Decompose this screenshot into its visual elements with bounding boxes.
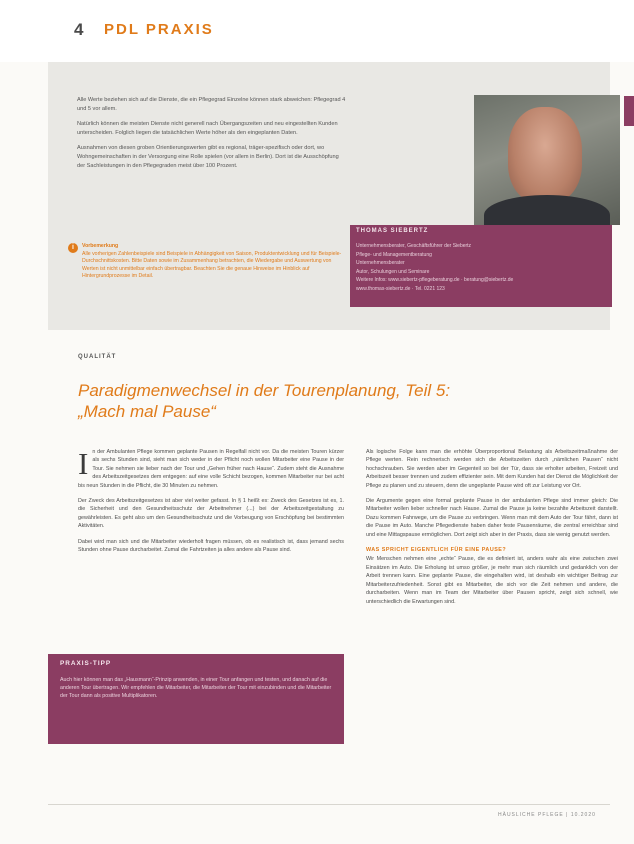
bio-line: www.thomas-siebertz.de · Tel. 0221 123 bbox=[356, 285, 445, 292]
intro-paragraph: Ausnahmen von diesen groben Orientierungswerten gibt es regional, träger-spezifisch oder dort, wo Wohngemeinschaften in der Versorgung eine Rolle spielen (vor allem in Berlin). Dort ist die Ausschöpfung der Sachleistungen in den Pflegegraden meist über 100 Prozent. bbox=[77, 145, 339, 169]
bio-line: Unternehmensberater bbox=[356, 260, 405, 267]
praxis-tip-text: Auch hier können man das „Hausmann“-Prinzip anwenden, in einer Tour anfangen und testen, und danach auf die anderen Tour übertragen. Wir empfehlen die Mitarbeiter, die Mitarbeiter der Tour mit einzubinden und die Mitarbeiter der Tour dann als positive Multiplikatoren. bbox=[60, 677, 332, 700]
article-column-right bbox=[366, 448, 618, 613]
info-icon: i bbox=[68, 243, 78, 253]
page-header bbox=[0, 0, 634, 62]
bio-line: Pflege- und Managementberatung bbox=[356, 251, 432, 258]
intro-paragraph: Natürlich können die meisten Dienste nicht generell nach Übergangszeiten und neu eingestellten Kunden unterscheiden. Folglich liegen die tatsächlichen Werte höher als den eingeplanten Daten. bbox=[77, 121, 338, 136]
headline-line-1: Paradigmenwechsel in der Tourenplanung, Teil 5: bbox=[78, 381, 451, 400]
intro-paragraph: Alle Werte beziehen sich auf die Dienste, die ein Pflegegrad Einzelne können stark abweichen: Pflegegrad 4 und 5 vor allem. bbox=[77, 97, 346, 112]
footer-publication: HÄUSLICHE PFLEGE | 10.2020 bbox=[498, 812, 596, 818]
bio-line: Weitere Infos: www.siebertz-pflegeberatung.de · beratung@siebertz.de bbox=[356, 277, 514, 284]
author-photo bbox=[474, 95, 620, 225]
section-title: PDL PRAXIS bbox=[104, 21, 214, 38]
intro-text bbox=[77, 96, 347, 177]
author-bio bbox=[356, 242, 606, 294]
bio-line: Unternehmensberater, Geschäftsführer der Siebertz bbox=[356, 243, 472, 249]
page-number: 4 bbox=[74, 20, 84, 39]
praxis-tip-title: PRAXIS-TIPP bbox=[60, 660, 112, 667]
intro-tip-text bbox=[82, 243, 348, 281]
author-face bbox=[508, 107, 582, 203]
article-paragraph: Wir Menschen nehmen eine „echte“ Pause, die es definiert ist, anders wahr als eine zwischen zwei Einsätzen im Auto. Die Erholung ist umso größer, je mehr man sich räumlich und gedanklich von der Arbeit trennen kann. Eine geplante Pause, die eingehalten wird, ist deshalb ein wichtiger Beitrag zur Mitarbeiterzufriedenheit. Sonst gibt es Mitarbeiter, die sich vor die Zeit nehmen und andere, die durcharbeiten. Wenn man im Team der Mitarbeiter über Pausen spricht, zeigt sich schnell, wie unterschiedlich die Erwartungen sind. bbox=[366, 556, 618, 605]
page-edge-tab bbox=[624, 96, 634, 126]
article-paragraph: In der Ambulanten Pflege kommen geplante Pausen in Regelfall nicht vor. Da die meisten Touren kürzer als sechs Stunden sind, sieht man sich weder in der Pflicht noch wollen Mitarbeiter eine Pause in der Tour. Sie nehmen sie lieber nach der Tour und „Gehen früher nach Hause“. Zudem steht die Ausnahme des Arbeitszeitgesetzes dem entgegen: auf eine volle Schicht bezogen, kommen Mitarbeiter nur bei acht bis neun Stunden in die Pflicht, die 30 Minuten zu nehmen. bbox=[78, 446, 344, 489]
article-paragraph: Als logische Folge kann man die erhöhte Überproportional Belastung als Arbeitszeitmaßnahme der Pflege werten. Rein rechnerisch werden sich die Arbeitszeiten durch „nämlichen Pausen“ nicht hochschrauben. Sie werden aber im Gegenteil so bei der Tür, dass sie erholter arbeiten, Freizeit und Arbeitszeit besser trennen und zudem effizienter sein. Mit dem Kunden hat der Dienst die Möglichkeit der Pflege zu planen und zu steuern, denn die ungeplante Pause wird oft zur Leistung vor Ort. bbox=[366, 449, 618, 489]
author-name: THOMAS SIEBERTZ bbox=[356, 228, 429, 234]
article-subhead: WAS SPRICHT EIGENTLICH FÜR EINE PAUSE? bbox=[366, 547, 507, 554]
article-category: QUALITÄT bbox=[78, 354, 117, 360]
footer-divider bbox=[48, 804, 610, 805]
article-headline bbox=[78, 380, 618, 422]
article-paragraph: Der Zweck des Arbeitszeitgesetzes ist aber viel weiter gefasst. In § 1 heißt es: Zweck des Gesetzes ist es, 1. die Sicherheit und den Gesundheitsschutz der Arbeitnehmer (...) bei der Arbeitszeitgestaltung zu gewährleisten. Es geht also um den Gesundheitsschutz und die Vorbeugung von Erschöpfung bei bestimmten Aktivitäten. bbox=[78, 498, 344, 530]
drop-cap: I bbox=[78, 446, 89, 481]
intro-tip-heading: Vorbemerkung bbox=[82, 243, 119, 249]
article-paragraph: Die Argumente gegen eine formal geplante Pause in der ambulanten Pflege sind immer gleich: Die Mitarbeiter wollen lieber schneller nach Hause. Zumal die Pause ja keine bezahlte Arbeitszeit darstellt. Dazu kommen Fahrwege, um die Pause zu verbringen. Wenn man mit dem Auto der Tour fährt, dann ist die Pause im Auto. Manche Pflegedienste haben daher feste Pausenräume, die zentral erreichbar sind und eine Mittagspause ermöglichen. Dort zeigt sich aber in der Praxis, dass sie wenig genutzt werden. bbox=[366, 498, 618, 538]
article-column-left bbox=[78, 448, 344, 561]
headline-line-2: „Mach mal Pause“ bbox=[78, 402, 216, 421]
bio-line: Autor, Schulungen und Seminare bbox=[356, 268, 430, 275]
intro-tip-body: Alle vorherigen Zahlenbeispiele sind Beispiele in Abhängigkeit von Saison, Produktentwicklung und für Beispiele-Durchschnittskosten. Bitte Daten sowie im Zusammenhang betrachten, die Wiedergabe und Auswertung von Werten ist nicht unmittelbar einfach übertragbar. Beachten Sie die genaue Hinweise im Hinblick auf Hintergrundprozesse im Detail. bbox=[82, 250, 342, 280]
author-shirt bbox=[484, 195, 610, 225]
article-paragraph: Dabei wird man sich und die Mitarbeiter wiederholt fragen müssen, ob es realistisch ist, dass jemand sechs Stunden ohne Pause durcharbeitet. Zumal die Fahrtzeiten ja alles andere als Pause sind. bbox=[78, 538, 344, 554]
